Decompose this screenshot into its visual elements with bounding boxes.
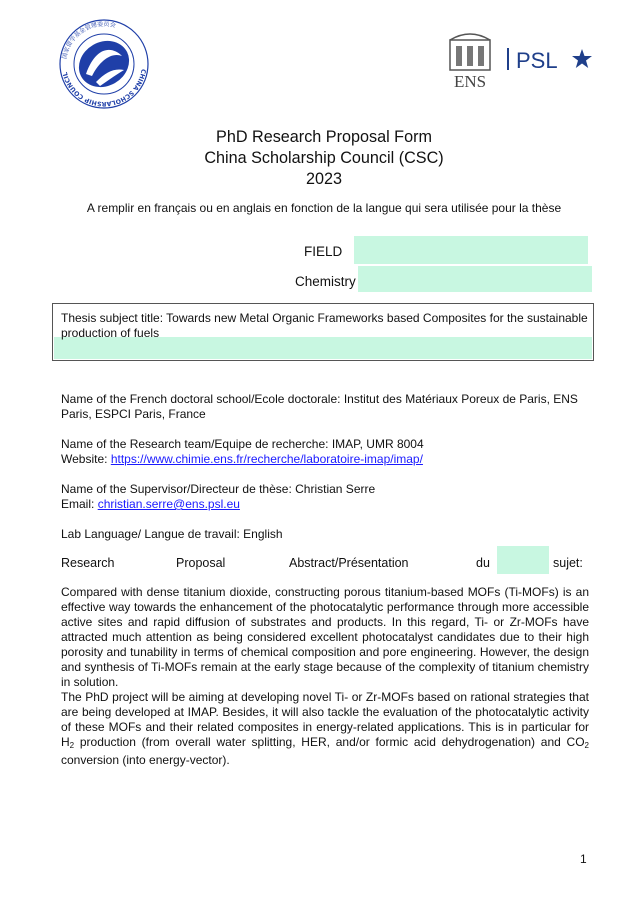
psl-logo-text: PSL xyxy=(516,48,558,73)
abstract-paragraph-2: The PhD project will be aiming at developing novel Ti- or Zr-MOFs based on rational strategies that are being developed at IMAP. Besides, it will also tackle the evaluation of the photocatalytic activity of these MOFs and their related composites in energy-related applications. This is in particular for $H_2$ production (from overall water splitting, HER, and/or formic acid dehydrogenation) and $CO_2$ conversion (into energy-vector). xyxy=(61,690,589,767)
csc-logo-text: CHINA SCHOLARSHIP COUNCIL xyxy=(61,68,147,108)
proposal-word-abstract: Abstract/Présentation xyxy=(289,556,409,570)
field-value-highlight[interactable] xyxy=(358,266,592,292)
psl-star-icon xyxy=(572,49,592,68)
title-line-2: China Scholarship Council (CSC) xyxy=(204,149,444,167)
proposal-word-du: du xyxy=(476,556,490,570)
lab-language-label: Lab Language/ Langue de travail: xyxy=(61,527,240,541)
ens-logo-text: ENS xyxy=(453,72,487,90)
csc-emblem-icon xyxy=(56,16,152,112)
supervisor-email-row xyxy=(61,497,589,512)
supervisor xyxy=(61,482,589,497)
csc-logo-chinese: 国家留学基金管理委员会 xyxy=(61,20,117,60)
doctoral-school-value: Institut des Matériaux Poreux de Paris, ENS Paris, ESPCI Paris, France xyxy=(61,392,578,421)
website-link[interactable]: https://www.chimie.ens.fr/recherche/laboratoire-imap/imap/ xyxy=(110,452,423,466)
email-link[interactable]: christian.serre@ens.psl.eu xyxy=(97,497,240,511)
title-line-3: 2023 xyxy=(305,170,342,188)
csc-logo xyxy=(56,16,152,112)
proposal-highlight[interactable] xyxy=(497,546,549,574)
abstract-paragraph-1: Compared with dense titanium dioxide, constructing porous titanium-based MOFs (Ti-MOFs) is an effective way towards the enhancement of the photocatalytic performance through more accessible active sites and rapid diffusion of substrates and products. In this regard, Ti- or Zr-MOFs have attracted much attention as being considered excellent photocatalyst candidates due to their high porosity and tunability in terms of chemical composition and pore engineering. However, the design and synthesis of Ti-MOFs remain at the early stage because of the complexity of titanium chemistry in solution. xyxy=(61,585,589,689)
proposal-word-research: Research xyxy=(61,556,115,570)
field-value: Chemistry xyxy=(295,274,356,289)
page-number: 1 xyxy=(580,852,587,866)
doctoral-school-label: Name of the French doctoral school/Ecole doctorale: xyxy=(61,392,341,406)
instruction-subtitle: A remplir en français ou en anglais en fonction de la langue qui sera utilisée pour la thèse xyxy=(86,201,562,215)
supervisor-label: Name of the Supervisor/Directeur de thèse: xyxy=(61,482,292,496)
doctoral-school xyxy=(61,392,589,422)
ens-logo xyxy=(444,30,496,90)
title-line-1: PhD Research Proposal Form xyxy=(216,128,432,146)
lab-language xyxy=(61,527,589,542)
field-label: FIELD xyxy=(304,244,343,259)
proposal-word-sujet: sujet: xyxy=(553,556,583,570)
ens-building-icon xyxy=(444,30,496,90)
research-team-label: Name of the Research team/Equipe de recherche: xyxy=(61,437,329,451)
website-label: Website: xyxy=(61,452,108,466)
research-team xyxy=(61,437,589,452)
email-label: Email: xyxy=(61,497,95,511)
proposal-word-proposal: Proposal xyxy=(176,556,226,570)
research-team-website-row xyxy=(61,452,589,467)
field-input-highlight[interactable] xyxy=(354,236,588,264)
research-team-value: IMAP, UMR 8004 xyxy=(331,437,424,451)
supervisor-value: Christian Serre xyxy=(295,482,376,496)
psl-logo xyxy=(506,44,594,74)
thesis-title: Thesis subject title: Towards new Metal Organic Frameworks based Composites for the sustainable production of fuels xyxy=(61,311,588,340)
lab-language-value: English xyxy=(243,527,283,541)
